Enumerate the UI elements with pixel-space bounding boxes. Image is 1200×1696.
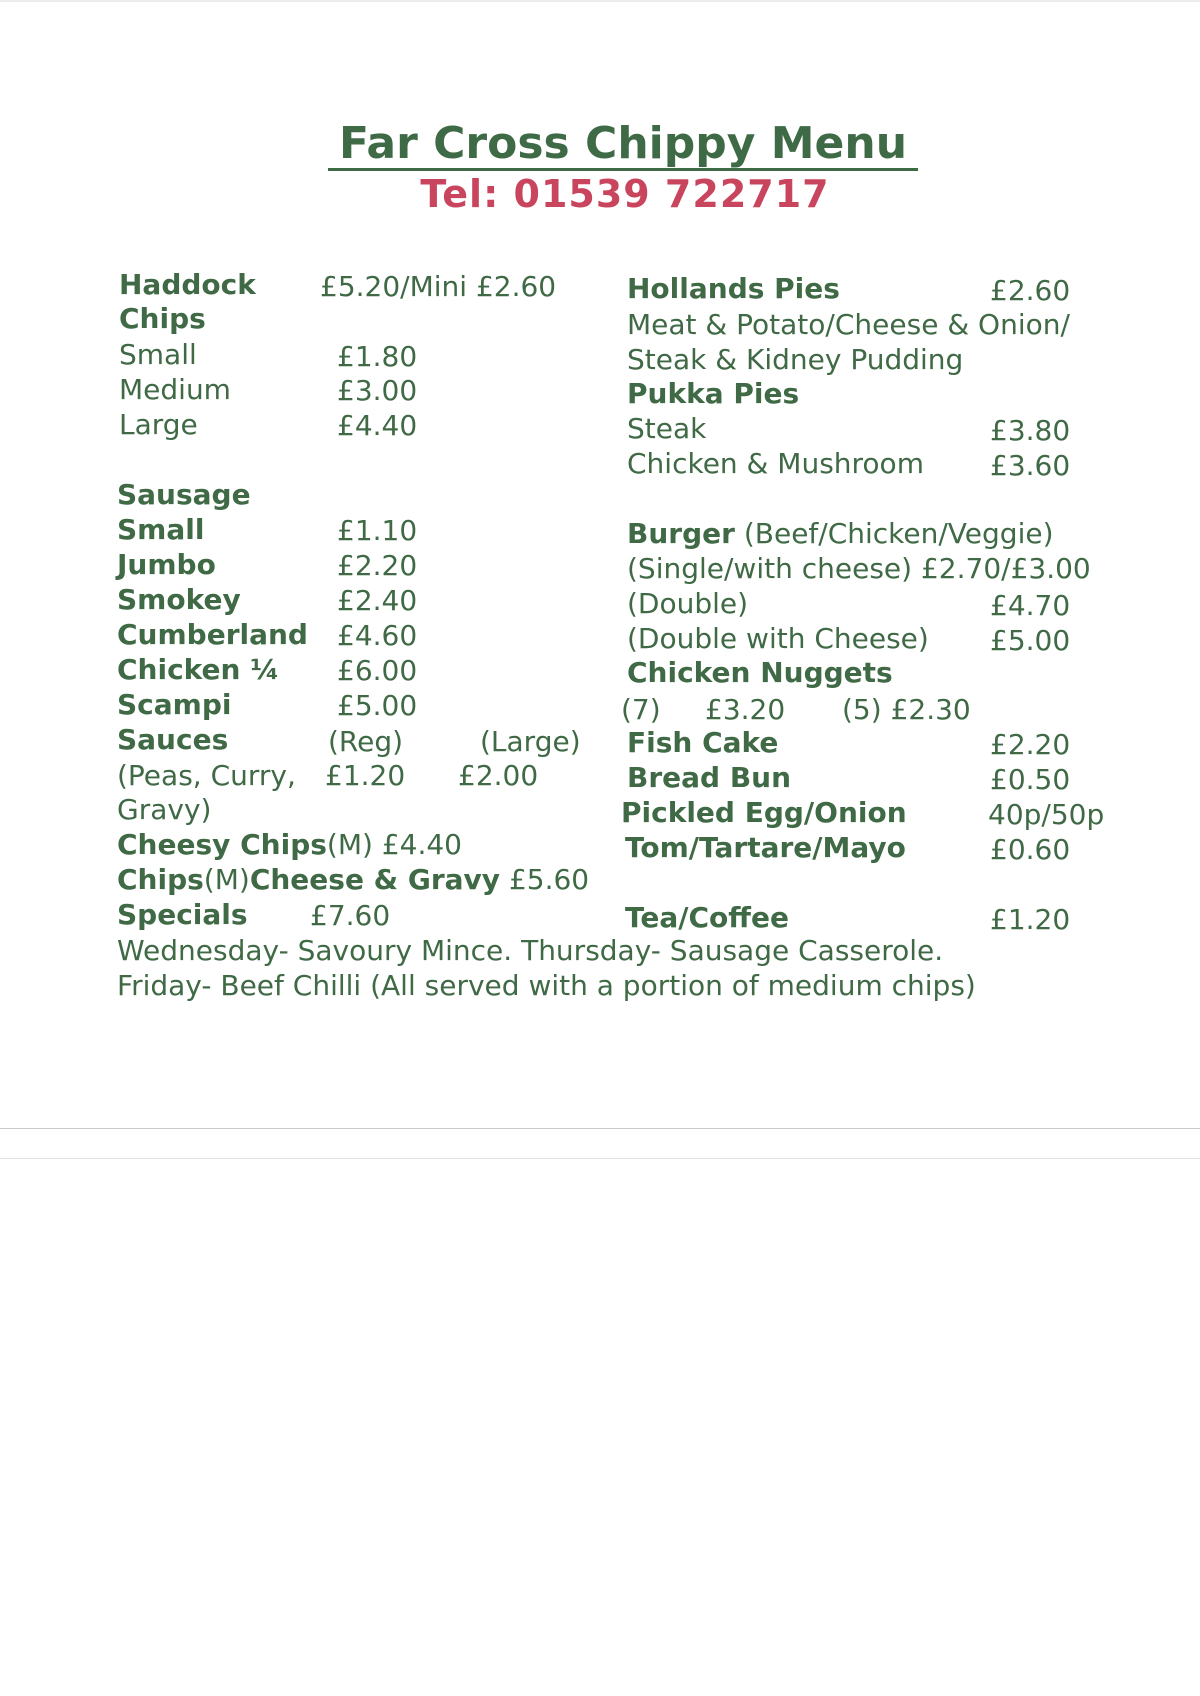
specials-label: Specials — [117, 898, 248, 931]
burger-line — [627, 517, 1054, 551]
sauces-note-line1: (Peas, Curry, — [117, 759, 296, 792]
chips-small-price: £1.80 — [337, 340, 418, 373]
pukka-chicken-mushroom-price: £3.60 — [990, 449, 1071, 482]
specials-schedule-line1: Wednesday- Savoury Mince. Thursday- Sausage Casserole. — [117, 934, 944, 967]
sausage-heading: Sausage — [117, 478, 251, 511]
cheesy-chips-label: Cheesy Chips — [117, 828, 327, 861]
burger-double-label: (Double) — [627, 587, 749, 620]
specials-price: £7.60 — [310, 899, 391, 932]
hollands-pies-price: £2.60 — [990, 274, 1071, 307]
condiments-price: £0.60 — [990, 833, 1071, 866]
condiments-label: Tom/Tartare/Mayo — [625, 831, 906, 864]
fish-cake-label: Fish Cake — [627, 726, 779, 759]
chips-cheese-gravy-price: £5.60 — [508, 863, 590, 896]
chicken-label: Chicken ¼ — [117, 653, 280, 686]
chips-medium-label: Medium — [119, 373, 231, 406]
specials-schedule-line2: Friday- Beef Chilli (All served with a portion of medium chips) — [117, 969, 976, 1002]
sauces-large-price: £2.00 — [458, 759, 539, 792]
sausage-small-price: £1.10 — [337, 514, 418, 547]
menu-title: Far Cross Chippy Menu — [328, 120, 918, 171]
sauces-note-line2: Gravy) — [117, 793, 212, 826]
bread-bun-label: Bread Bun — [627, 761, 792, 794]
sausage-smokey-label: Smokey — [117, 583, 241, 616]
sausage-smokey-price: £2.40 — [337, 584, 418, 617]
pukka-chicken-mushroom-label: Chicken & Mushroom — [627, 447, 924, 480]
chips-medium-price: £3.00 — [337, 374, 418, 407]
chips-cheese-gravy-prefix: Chips — [117, 863, 204, 896]
chips-small-label: Small — [119, 338, 197, 371]
pickled-price: 40p/50p — [988, 798, 1105, 831]
chips-large-label: Large — [119, 408, 198, 441]
cheesy-chips-size-price: (M) £4.40 — [326, 828, 462, 861]
burger-double-cheese-price: £5.00 — [990, 624, 1071, 657]
sauces-reg-header: (Reg) — [328, 725, 404, 758]
scampi-price: £5.00 — [337, 689, 418, 722]
page-edge — [0, 0, 1200, 2]
hollands-pies-label: Hollands Pies — [627, 272, 840, 305]
sauces-reg-price: £1.20 — [325, 759, 406, 792]
hollands-pies-line2: Steak & Kidney Pudding — [627, 343, 964, 376]
scampi-label: Scampi — [117, 688, 232, 721]
burger-types: (Beef/Chicken/Veggie) — [734, 517, 1054, 550]
chips-cheese-gravy-label: Cheese & Gravy — [249, 863, 501, 896]
sausage-jumbo-label: Jumbo — [117, 548, 216, 581]
pickled-label: Pickled Egg/Onion — [621, 796, 907, 829]
paper-fold-shadow — [0, 1158, 1200, 1159]
sauces-label: Sauces — [117, 723, 229, 756]
sausage-jumbo-price: £2.20 — [337, 549, 418, 582]
haddock-label: Haddock — [119, 268, 256, 301]
burger-single-line: (Single/with cheese) £2.70/£3.00 — [627, 552, 1091, 585]
sausage-cumberland-price: £4.60 — [337, 619, 418, 652]
paper-fold-line — [0, 1128, 1200, 1129]
chips-heading: Chips — [119, 302, 206, 335]
chicken-price: £6.00 — [337, 654, 418, 687]
pukka-steak-label: Steak — [627, 412, 707, 445]
pukka-pies-label: Pukka Pies — [627, 377, 800, 410]
chips-large-price: £4.40 — [337, 409, 418, 442]
chips-cheese-gravy-size: (M) — [203, 863, 250, 896]
pukka-steak-price: £3.80 — [990, 414, 1071, 447]
bread-bun-price: £0.50 — [990, 763, 1071, 796]
sauces-large-header: (Large) — [480, 725, 581, 758]
haddock-price: £5.20/Mini £2.60 — [320, 270, 557, 303]
nuggets-seven-price: £3.20 — [705, 693, 786, 726]
burger-label: Burger — [627, 517, 735, 550]
sausage-small-label: Small — [117, 513, 205, 546]
nuggets-five-label-price: (5) £2.30 — [842, 693, 971, 726]
chips-cheese-gravy-line — [117, 863, 589, 897]
cheesy-chips-line — [117, 828, 462, 862]
burger-double-price: £4.70 — [990, 589, 1071, 622]
telephone-number: Tel: 01539 722717 — [420, 172, 830, 216]
chicken-nuggets-label: Chicken Nuggets — [627, 656, 893, 689]
tea-coffee-price: £1.20 — [990, 903, 1071, 936]
nuggets-seven-label: (7) — [621, 693, 661, 726]
burger-double-cheese-label: (Double with Cheese) — [627, 622, 929, 655]
hollands-pies-line1: Meat & Potato/Cheese & Onion/ — [627, 308, 1070, 341]
tea-coffee-label: Tea/Coffee — [625, 901, 789, 934]
sausage-cumberland-label: Cumberland — [117, 618, 308, 651]
fish-cake-price: £2.20 — [990, 728, 1071, 761]
